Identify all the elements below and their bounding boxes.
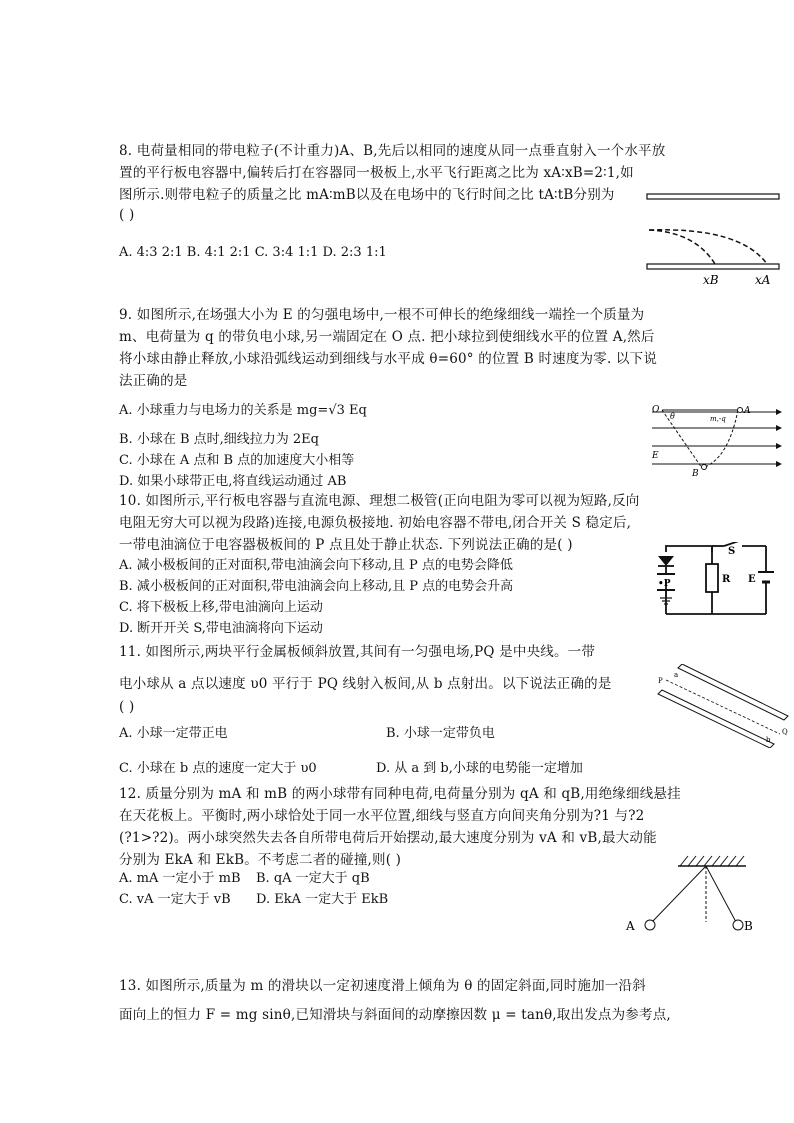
q9-fig-o: O (652, 405, 660, 415)
q8-line4: ( ) (119, 207, 135, 223)
q10-line3: 一带电油滴位于电容器极板间的 P 点且处于静止状态. 下列说法正确的是( ) (119, 537, 573, 553)
q8-line3: 图所示.则带电粒子的质量之比 mA∶mB以及在电场中的飞行时间之比 tA∶tB分别为 (119, 187, 615, 203)
q9-fig-a: A (744, 406, 751, 416)
q10-figure (652, 542, 780, 622)
q11-fig-p: P (658, 677, 663, 685)
q9-option-d: D. 如果小球带正电,将直线运动通过 AB (119, 474, 347, 489)
q12-line3: (?1>?2)。两小球突然失去各自所带电荷后开始摆动,最大速度分别为 vA 和 vB,最大动能 (119, 830, 657, 846)
q12-option-d: D. EkA 一定大于 EkB (256, 892, 389, 907)
q10-option-a: A. 减小极板间的正对面积,带电油滴会向下移动,且 P 点的电势会降低 (119, 558, 513, 573)
q8-line2: 置的平行板电容器中,偏转后打在容器同一极板上,水平飞行距离之比为 xA∶xB=2∶1,如 (119, 165, 634, 181)
q10-option-b: B. 减小极板间的正对面积,带电油滴会向上移动,且 P 点的电势会升高 (119, 579, 514, 594)
q11-option-d: D. 从 a 到 b,小球的电势能一定增加 (376, 761, 583, 776)
q9-fig-b: B (692, 469, 699, 479)
q9-figure (648, 398, 788, 480)
q9-fig-e: E (652, 451, 659, 461)
q9-fig-theta: θ (670, 412, 675, 421)
q10-line1: 10. 如图所示,平行板电容器与直流电源、理想二极管(正向电阻为零可以视为短路,反向 (119, 493, 640, 509)
q12-fig-b: B (744, 919, 753, 933)
q11-fig-a: a (674, 671, 679, 679)
q11-option-c: C. 小球在 b 点的速度一定大于 υ0 (119, 761, 317, 776)
q8-figure (645, 192, 785, 292)
q8-fig-xb: xB (703, 273, 719, 287)
q12-line4: 分别为 EkA 和 EkB。不考虑二者的碰撞,则( ) (119, 852, 402, 868)
q12-line2: 在天花板上。平衡时,两小球恰处于同一水平位置,细线与竖直方向间夹角分别为?1 与?2 (119, 808, 645, 824)
q13-line2: 面向上的恒力 F = mg sinθ,已知滑块与斜面间的动摩擦因数 μ = tanθ,取出发点为参考点, (119, 1007, 671, 1023)
q9-line2: m、电荷量为 q 的带负电小球,另一端固定在 O 点. 把小球拉到使细线水平的位置 A,然后 (119, 329, 655, 345)
q9-line4: 法正确的是 (119, 373, 188, 389)
q12-option-c: C. vA 一定大于 vB (119, 892, 231, 907)
q9-option-a: A. 小球重力与电场力的关系是 mg=√3 Eq (119, 403, 367, 418)
q12-fig-a: A (626, 919, 635, 933)
q10-fig-s: S (728, 546, 736, 557)
q13-line1: 13. 如图所示,质量为 m 的滑块以一定初速度滑上倾角为 θ 的固定斜面,同时施加一沿斜 (119, 978, 646, 994)
q11-line1: 11. 如图所示,两块平行金属板倾斜放置,其间有一匀强电场,PQ 是中央线。一带 (119, 644, 596, 660)
q11-line2: 电小球从 a 点以速度 υ0 平行于 PQ 线射入板间,从 b 点射出。以下说法正确的是 (119, 676, 612, 692)
q10-fig-p: •P (658, 579, 671, 589)
q8-line1: 8. 电荷量相同的带电粒子(不计重力)A、B,先后以相同的速度从同一点垂直射入一个水平放 (119, 143, 666, 159)
q9-fig-mq: m,-q (710, 415, 726, 423)
q12-option-b: B. qA 一定大于 qB (256, 871, 370, 886)
q9-line3: 将小球由静止释放,小球沿弧线运动到细线与水平成 θ=60° 的位置 B 时速度为零. 以下说 (119, 351, 658, 367)
q11-fig-q: Q (782, 728, 788, 736)
q10-option-c: C. 将下极板上移,带电油滴向上运动 (119, 600, 323, 615)
q11-option-a: A. 小球一定带正电 (119, 726, 228, 741)
q9-option-c: C. 小球在 A 点和 B 点的加速度大小相等 (119, 453, 355, 468)
q10-line2: 电阻无穷大可以视为段路)连接,电源负极接地. 初始电容器不带电,闭合开关 S 稳定后, (119, 515, 632, 531)
q9-line1: 9. 如图所示,在场强大小为 E 的匀强电场中,一根不可伸长的绝缘细线一端拴一个质量为 (119, 307, 645, 323)
q11-option-b: B. 小球一定带负电 (386, 726, 495, 741)
q12-figure (618, 852, 768, 938)
q10-option-d: D. 断开开关 S,带电油滴将向下运动 (119, 621, 323, 636)
q9-option-b: B. 小球在 B 点时,细线拉力为 2Eq (119, 432, 319, 447)
q8-options: A. 4:3 2:1 B. 4:1 2:1 C. 3:4 1:1 D. 2:3 1:1 (119, 245, 387, 260)
q8-fig-xa: xA (755, 273, 771, 287)
q12-option-a: A. mA 一定小于 mB (119, 871, 241, 886)
q11-figure (656, 664, 790, 748)
q11-fig-b: b (766, 736, 771, 744)
q11-line3: ( ) (119, 699, 135, 715)
q10-fig-r: R (722, 574, 731, 585)
q10-fig-e: E (748, 574, 756, 585)
q12-line1: 12. 质量分别为 mA 和 mB 的两小球带有同种电荷,电荷量分别为 qA 和 qB,用绝缘细线悬挂 (119, 786, 681, 802)
